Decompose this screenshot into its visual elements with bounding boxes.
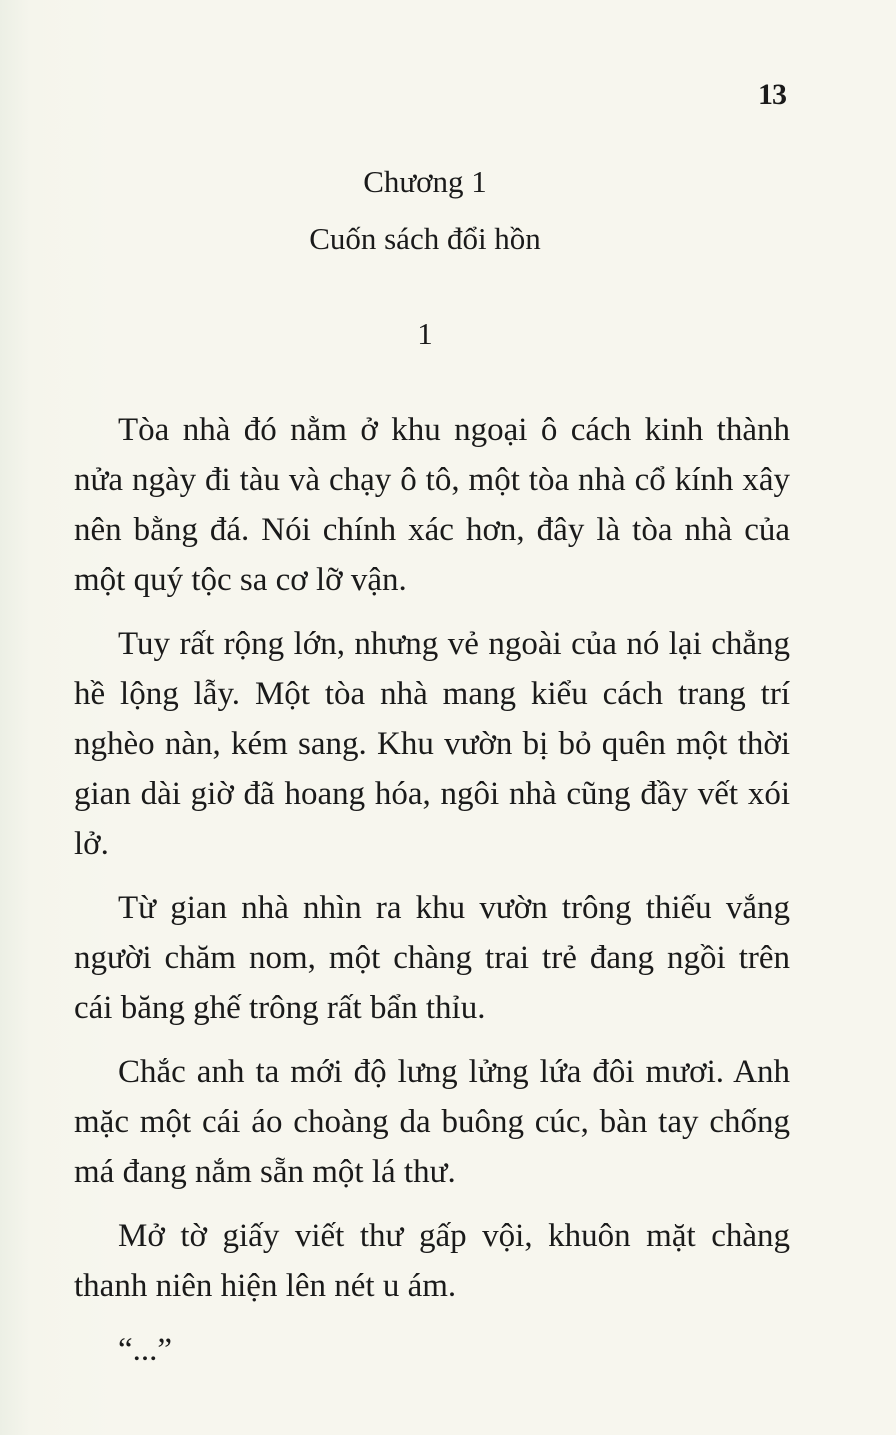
chapter-subtitle: Cuốn sách đổi hồn: [309, 221, 541, 256]
section-number: 1: [417, 316, 433, 351]
paragraph-2: Tuy rất rộng lớn, nhưng vẻ ngoài của nó lại chẳng hề lộng lẫy. Một tòa nhà mang kiểu cách trang trí nghèo nàn, kém sang. Khu vườn bị bỏ quên một thời gian dài giờ đã hoang hóa, ngôi nhà cũng đầy vết xói lở.: [74, 626, 790, 862]
paragraph-3: Từ gian nhà nhìn ra khu vườn trông thiếu vắng người chăm nom, một chàng trai trẻ đang ngồi trên cái băng ghế trông rất bẩn thỉu.: [74, 890, 790, 1026]
paragraph-1: Tòa nhà đó nằm ở khu ngoại ô cách kinh thành nửa ngày đi tàu và chạy ô tô, một tòa nhà cổ kính xây nên bằng đá. Nói chính xác hơn, đây là tòa nhà của một quý tộc sa cơ lỡ vận.: [74, 412, 790, 598]
page-number: 13: [758, 78, 786, 111]
chapter-title: Chương 1: [363, 164, 487, 199]
paragraph-5: Mở tờ giấy viết thư gấp vội, khuôn mặt chàng thanh niên hiện lên nét u ám.: [74, 1218, 790, 1304]
paragraph-6: “...”: [118, 1332, 173, 1368]
paragraph-4: Chắc anh ta mới độ lưng lửng lứa đôi mươi. Anh mặc một cái áo choàng da buông cúc, bàn tay chống má đang nắm sẵn một lá thư.: [74, 1054, 790, 1190]
body-text: [74, 405, 790, 1389]
